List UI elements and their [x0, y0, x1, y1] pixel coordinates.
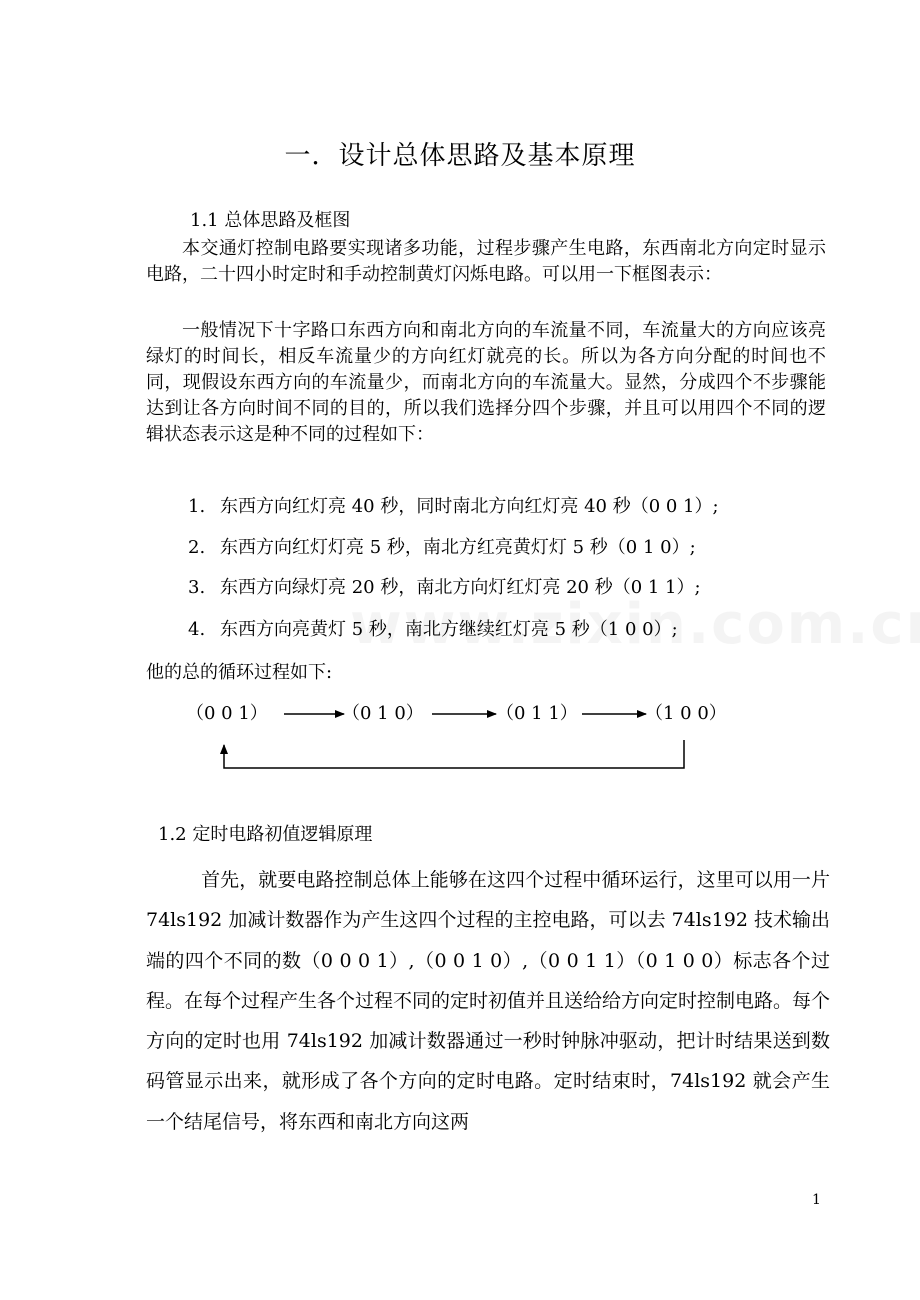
section-heading-1-1: 1.1 总体思路及框图 — [190, 210, 351, 231]
step-text: 东西方向亮黄灯 5 秒，南北方继续红灯亮 5 秒（1 0 0）; — [220, 619, 678, 640]
step-number: 1. — [188, 496, 206, 517]
flow-return-arrow — [224, 740, 684, 768]
paragraph-intro: 本交通灯控制电路要实现诸多功能，过程步骤产生电路，东西南北方向定时显示电路，二十四小时定时和手动控制黄灯闪烁电路。可以用一下框图表示： — [146, 238, 826, 285]
step-text: 东西方向绿灯亮 20 秒，南北方向灯红灯亮 20 秒（0 1 1）; — [220, 577, 701, 598]
cycle-state-001: （0 0 1） — [186, 703, 268, 724]
page-title: 一．设计总体思路及基本原理 — [284, 141, 636, 171]
page-number: 1 — [812, 1192, 821, 1208]
paragraph-timer-logic: 首先，就要电路控制总体上能够在这四个过程中循环运行，这里可以用一片 74ls192 加减计数器作为产生这四个过程的主控电路，可以去 74ls192 技术输出端的四个不同的数（0 0 0 1）,（0 0 1 0）,（0 0 1 1）（0 1 0 0）标志各个过程。在每个过程产生各个过程不同的定时初值并且送给给方向定时控制电路。每个方向的定时也用 74ls192 加减计数器通过一秒时钟脉冲驱动，把计时结果送到数码管显示出来，就形成了各个方向的定时电路。定时结束时，74ls192 就会产生一个结尾信号，将东西和南北方向这两 — [146, 869, 831, 1133]
paragraph-traffic-flow: 一般情况下十字路口东西方向和南北方向的车流量不同，车流量大的方向应该亮绿灯的时间长，相反车流量少的方向红灯就亮的长。所以为各方向分配的时间也不同，现假设东西方向的车流量少，而南北方向的车流量大。显然，分成四个不步骤能达到让各方向时间不同的目的，所以我们选择分四个步骤，并且可以用四个不同的逻辑状态表示这是种不同的过程如下： — [146, 320, 826, 445]
cycle-label: 他的总的循环过程如下: — [146, 662, 333, 683]
cycle-state-100: （1 0 0） — [645, 703, 727, 724]
step-number: 3. — [188, 577, 206, 598]
step-number: 2. — [188, 537, 206, 558]
section-heading-1-2: 1.2 定时电路初值逻辑原理 — [158, 824, 373, 845]
step-text: 东西方向红灯亮 40 秒，同时南北方向红灯亮 40 秒（0 0 1）; — [220, 496, 719, 517]
cycle-state-011: （0 1 1） — [496, 703, 578, 724]
step-number: 4. — [188, 619, 206, 640]
cycle-state-010: （0 1 0） — [342, 703, 424, 724]
step-text: 东西方向红灯灯亮 5 秒，南北方红亮黄灯灯 5 秒（0 1 0）; — [220, 537, 696, 558]
